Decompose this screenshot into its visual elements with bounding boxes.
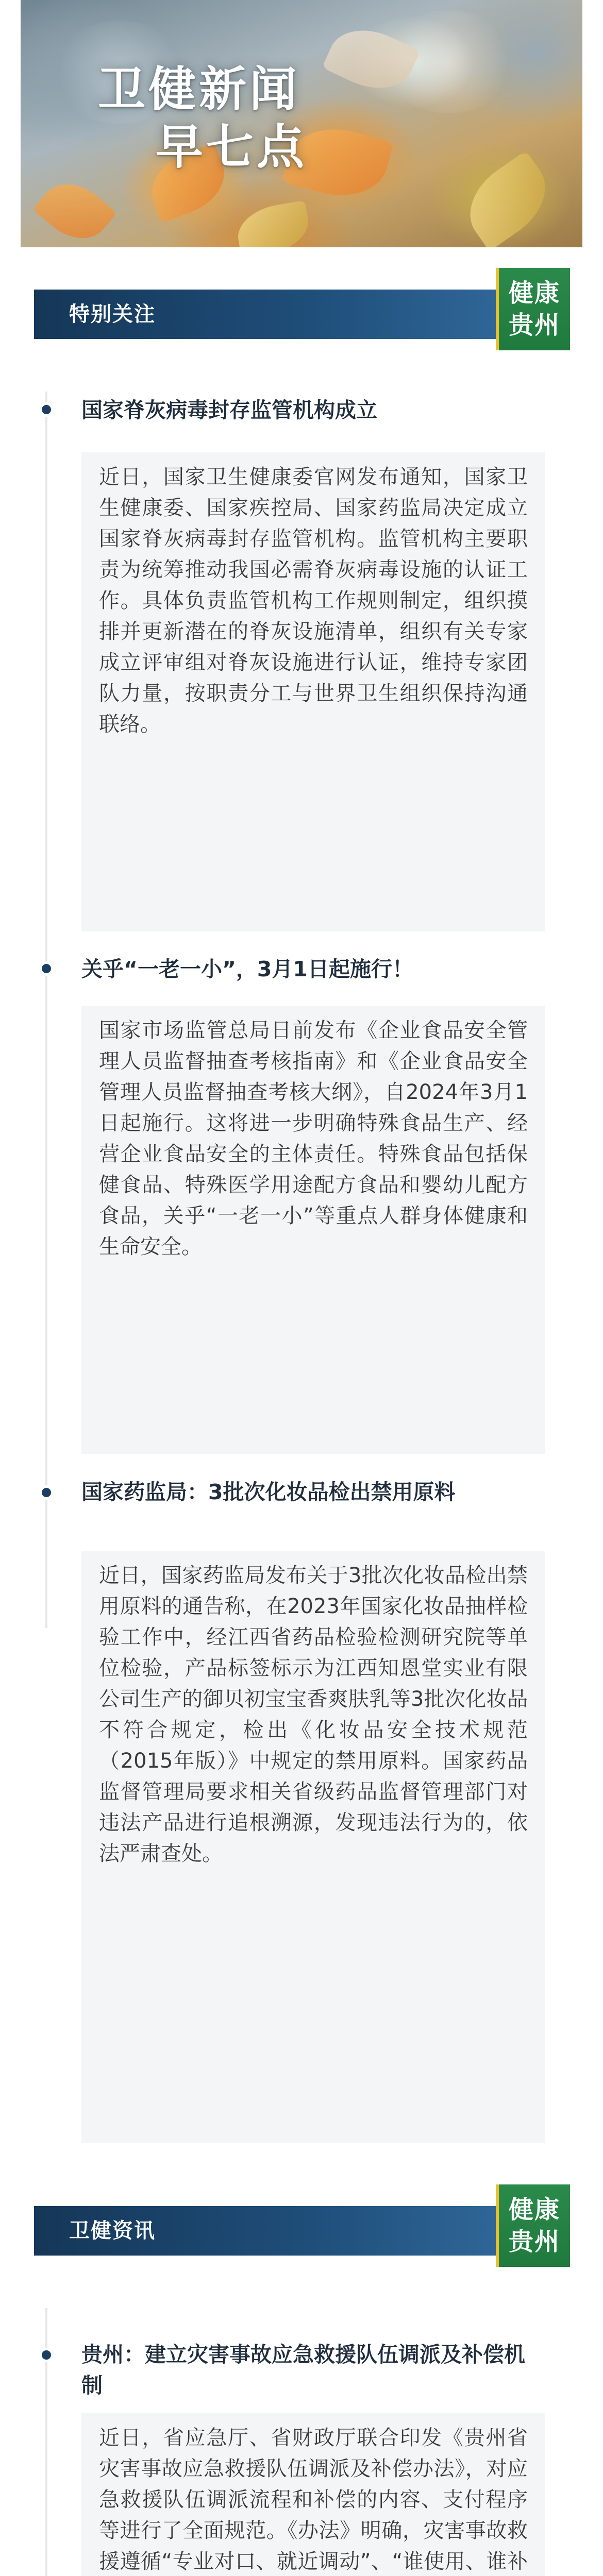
section-banner-special-focus [34,268,570,350]
article-body: 近日，国家卫生健康委官网发布通知，国家卫生健康委、国家疾控局、国家药监局决定成立国家脊灰病毒封存监管机构。监管机构主要职责为统筹推动我国必需脊灰病毒设施的认证工作。具体负责监管机构工作规则制定，组织摸排并更新潜在的脊灰设施清单，组织有关专家成立评审组对脊灰设施进行认证，维持专家团队力量，按职责分工与世界卫生组织保持沟通联络。 [81,452,545,931]
article-headline: 国家药监局：3批次化妆品检出禁用原料 [81,1480,456,1504]
hero-banner [21,0,582,247]
section-banner-health-news [34,2184,570,2267]
section-title: 特别关注 [69,302,156,326]
leaf-decoration [233,200,313,247]
timeline-dot [42,2350,51,2360]
article-headline: 关乎“一老一小”，3月1日起施行！ [81,957,413,981]
article-headline: 国家脊灰病毒封存监管机构成立 [81,398,377,422]
section-title: 卫健资讯 [69,2219,156,2243]
leaf-decoration [454,150,561,247]
timeline-line [45,392,47,1628]
health-guizhou-logo [496,268,570,350]
hero-title-line1: 卫健新闻 [98,62,300,117]
hero-title-line2: 早七点 [156,120,308,175]
timeline-line [45,2308,47,2576]
timeline-dot [42,964,51,973]
article-body: 国家市场监管总局日前发布《企业食品安全管理人员监督抽查考核指南》和《企业食品安全管理人员监督抽查考核大纲》，自2024年3月1日起施行。这将进一步明确特殊食品生产、经营企业食品安全的主体责任。特殊食品包括保健食品、特殊医学用途配方食品和婴幼儿配方食品，关乎“一老一小”等重点人群身体健康和生命安全。 [81,1006,545,1454]
logo-text-line1: 健康 [508,2195,560,2224]
timeline-dot [42,405,51,414]
article-body: 近日，省应急厅、省财政厅联合印发《贵州省灾害事故应急救援队伍调派及补偿办法》，对应急救援队伍调派流程和补偿的内容、支付程序等进行了全面规范。《办法》明确，灾害事故救援遵循“专业对口、就近调动”、“谁使用、谁补 [81,2413,545,2576]
leaf-decoration [32,170,117,247]
hero-title [98,61,307,176]
timeline-dot [42,1488,51,1497]
logo-text-line2: 贵州 [508,2227,560,2256]
health-guizhou-logo [496,2184,570,2267]
logo-text-line1: 健康 [508,279,560,308]
logo-text-line2: 贵州 [508,311,560,340]
article-body: 近日，国家药监局发布关于3批次化妆品检出禁用原料的通告称，在2023年国家化妆品抽样检验工作中，经江西省药品检验检测研究院等单位检验，产品标签标示为江西知恩堂实业有限公司生产的御贝初宝宝香爽肤乳等3批次化妆品不符合规定，检出《化妆品安全技术规范（2015年版）》中规定的禁用原料。国家药品监督管理局要求相关省级药品监督管理部门对违法产品进行追根溯源，发现违法行为的，依法严肃查处。 [81,1551,545,2143]
article-headline: 贵州：建立灾害事故应急救援队伍调派及补偿机制 [81,2342,525,2398]
